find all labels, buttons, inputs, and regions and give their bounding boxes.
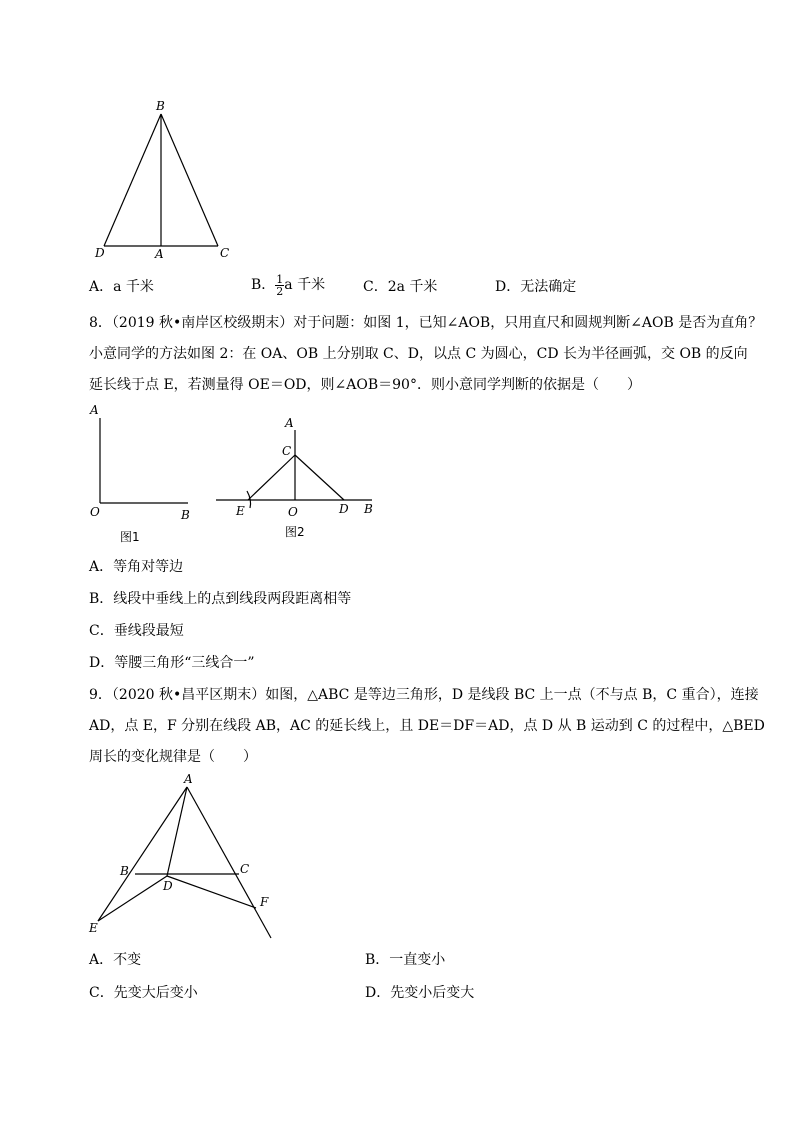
q9-option-d[interactable]: D．先变小后变大 <box>365 985 475 1001</box>
fig2-caption: 图2 <box>285 525 305 539</box>
q7-option-c[interactable]: C．2a 千米 <box>363 279 438 295</box>
vertex-label-b: B <box>156 99 165 113</box>
fraction-one-half: $\frac{1}{2}$ <box>276 272 284 298</box>
q9-label-e: E <box>89 921 98 935</box>
fig2-label-e: E <box>236 504 245 518</box>
q8-option-a[interactable]: A．等角对等边 <box>89 559 184 575</box>
q7-option-d[interactable]: D．无法确定 <box>495 279 577 295</box>
q9-option-a[interactable]: A．不变 <box>89 952 142 968</box>
vertex-label-a: A <box>155 247 164 261</box>
q9-stem-line-1: 9．（2020 秋•昌平区期末）如图，△ABC 是等边三角形，D 是线段 BC 上一点（不与点 B，C 重合），连接 <box>89 687 759 703</box>
fig2-label-d: D <box>339 502 349 516</box>
q9-label-c: C <box>240 862 250 876</box>
q7-option-a[interactable]: A．a 千米 <box>89 279 154 295</box>
q9-stem-line-3: 周长的变化规律是（ ） <box>89 749 257 765</box>
q9-option-b[interactable]: B．一直变小 <box>365 952 446 968</box>
fig2-label-c: C <box>282 444 292 458</box>
vertex-label-c: C <box>220 246 230 260</box>
fig1-label-b: B <box>181 508 190 522</box>
q9-label-a: A <box>184 772 193 786</box>
q9-label-f: F <box>260 895 269 909</box>
q8-option-d[interactable]: D．等腰三角形“三线合一” <box>89 655 255 671</box>
q7-option-b-prefix: B． <box>251 277 276 293</box>
q8-option-b[interactable]: B．线段中垂线上的点到线段两段距离相等 <box>89 591 352 607</box>
q8-stem-line-1: 8．（2019 秋•南岸区校级期末）对于问题：如图 1，已知∠AOB，只用直尺和圆规判断∠AOB 是否为直角？ <box>89 315 763 331</box>
q7-option-b-suffix: a 千米 <box>284 277 326 293</box>
vertex-label-d: D <box>95 246 105 260</box>
q9-label-d: D <box>163 879 173 893</box>
q8-stem-line-2: 小意同学的方法如图 2：在 OA、OB 上分别取 C、D，以点 C 为圆心，CD 长为半径画弧，交 OB 的反向 <box>89 346 748 362</box>
q8-stem-line-3: 延长线于点 E，若测量得 OE＝OD，则∠AOB＝90°．则小意同学判断的依据是（ ） <box>89 377 641 393</box>
fig1-label-o: O <box>90 505 100 519</box>
q9-label-b: B <box>120 864 129 878</box>
q9-stem-line-2: AD，点 E，F 分别在线段 AB，AC 的延长线上，且 DE＝DF＝AD，点 D 从 B 运动到 C 的过程中，△BED <box>89 718 765 734</box>
fig1-caption: 图1 <box>120 530 140 544</box>
fig1-label-a: A <box>90 403 99 417</box>
q8-option-c[interactable]: C．垂线段最短 <box>89 623 184 639</box>
fig2-label-a: A <box>285 416 294 430</box>
fig2-label-b: B <box>364 502 373 516</box>
fig2-label-o: O <box>288 505 298 519</box>
q9-option-c[interactable]: C．先变大后变小 <box>89 985 198 1001</box>
